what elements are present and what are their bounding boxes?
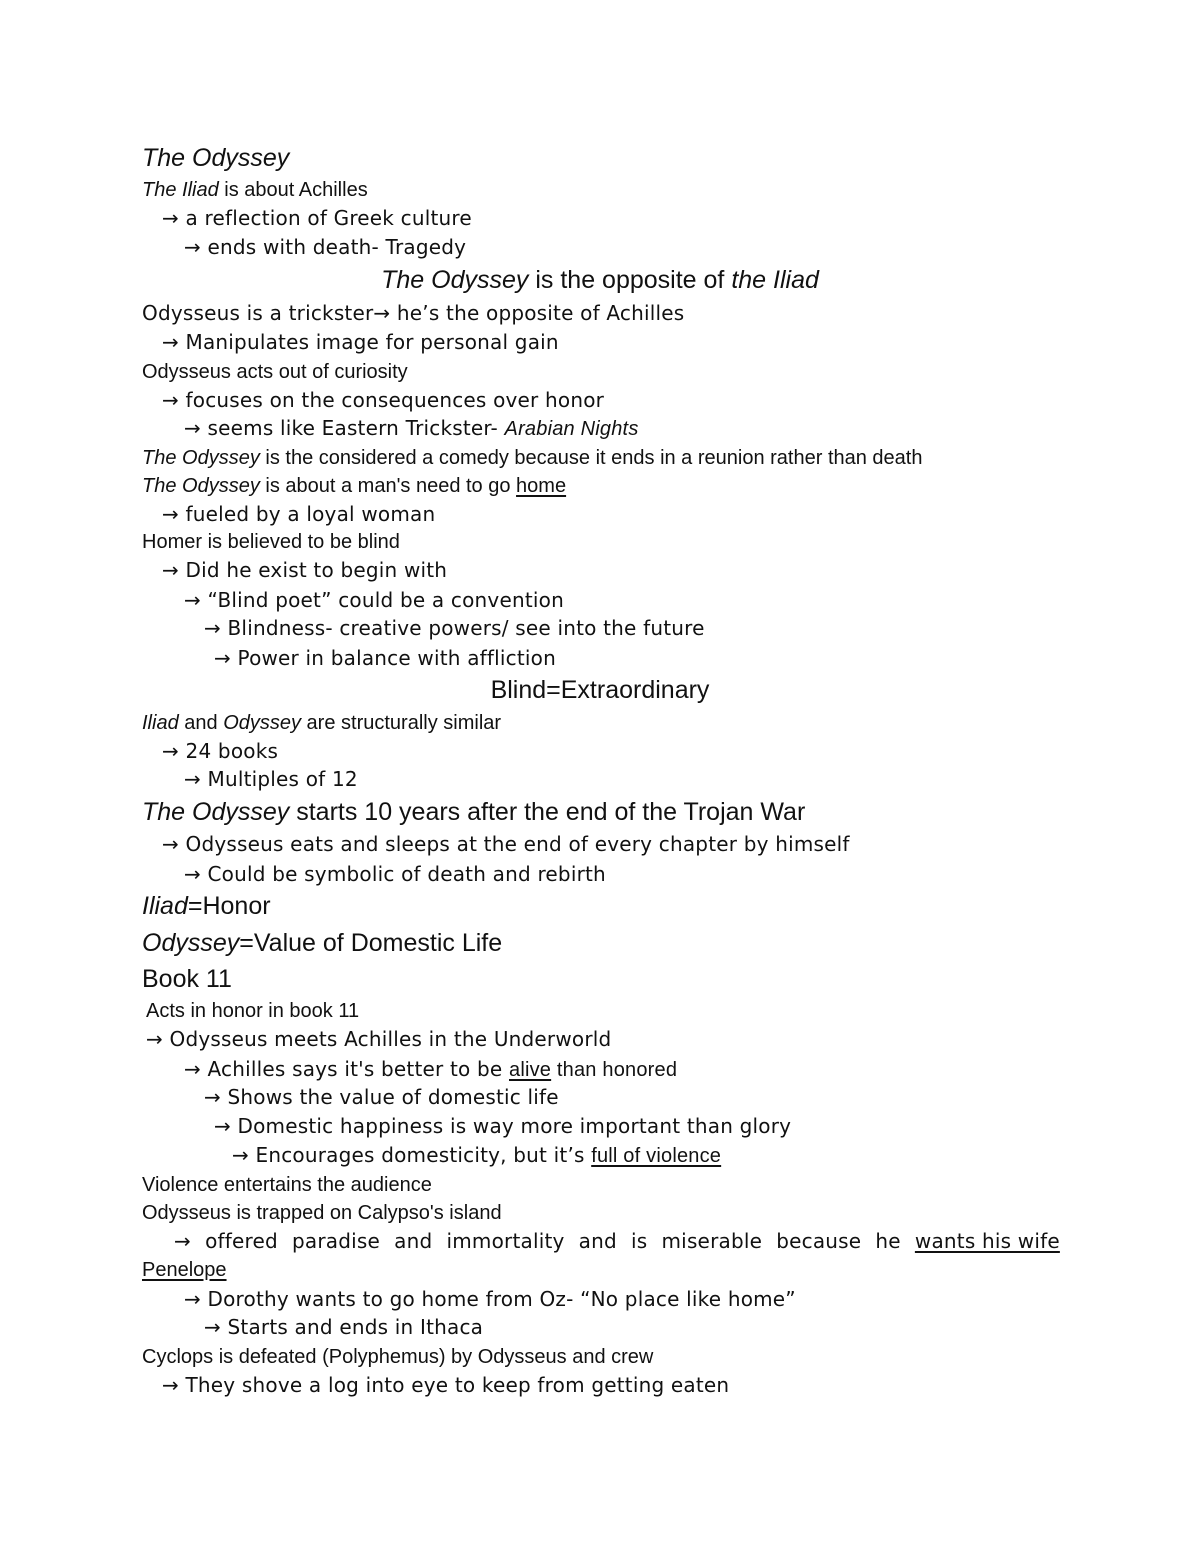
note-line: → Could be symbolic of death and rebirth xyxy=(184,862,606,886)
section-heading: Iliad=Honor xyxy=(142,892,271,920)
note-line-justified xyxy=(174,1229,1060,1253)
word: → xyxy=(174,1229,191,1253)
document-title: The Odyssey xyxy=(142,144,290,172)
word: he xyxy=(875,1229,901,1253)
word: paradise xyxy=(292,1229,381,1253)
note-line: → Multiples of 12 xyxy=(184,767,358,791)
note-line: → Blindness- creative powers/ see into the future xyxy=(204,616,705,640)
note-line: → fueled by a loyal woman xyxy=(162,502,436,526)
note-line: Odysseus acts out of curiosity xyxy=(142,361,408,383)
note-line: → They shove a log into eye to keep from getting eaten xyxy=(162,1373,730,1397)
note-line: → seems like Eastern Trickster- Arabian Nights xyxy=(184,416,639,440)
word: immortality xyxy=(446,1229,565,1253)
note-line: → Encourages domesticity, but it’s full of violence xyxy=(232,1143,722,1167)
note-line: The Odyssey is about a man's need to go home xyxy=(142,475,567,497)
note-line: Odysseus is a trickster→ he’s the opposite of Achilles xyxy=(142,301,685,325)
note-line: Acts in honor in book 11 xyxy=(146,1000,360,1022)
section-heading: The Odyssey starts 10 years after the end of the Trojan War xyxy=(142,798,806,826)
word: offered xyxy=(205,1229,278,1253)
word: and xyxy=(578,1229,617,1253)
note-line: Homer is believed to be blind xyxy=(142,531,400,553)
section-heading: Blind=Extraordinary xyxy=(490,676,710,704)
word: and xyxy=(394,1229,433,1253)
note-line: The Iliad is about Achilles xyxy=(142,179,368,201)
section-heading: Odyssey=Value of Domestic Life xyxy=(142,929,503,957)
note-line: Cyclops is defeated (Polyphemus) by Odysseus and crew xyxy=(142,1346,654,1368)
note-line: → focuses on the consequences over honor xyxy=(162,388,605,412)
note-line: → Manipulates image for personal gain xyxy=(162,330,559,354)
note-line: → Odysseus meets Achilles in the Underworld xyxy=(146,1027,612,1051)
note-line: Odysseus is trapped on Calypso's island xyxy=(142,1202,502,1224)
note-line: → Domestic happiness is way more important than glory xyxy=(214,1114,792,1138)
note-line: → Dorothy wants to go home from Oz- “No place like home” xyxy=(184,1287,796,1311)
underlined-phrase: wants his wife xyxy=(914,1229,1060,1253)
word: because xyxy=(776,1229,862,1253)
note-line: → “Blind poet” could be a convention xyxy=(184,588,564,612)
note-line: The Odyssey is the considered a comedy because it ends in a reunion rather than death xyxy=(142,447,923,469)
section-heading: The Odyssey is the opposite of the Iliad xyxy=(381,266,819,294)
note-line: → Did he exist to begin with xyxy=(162,558,448,582)
word: is xyxy=(631,1229,648,1253)
word: miserable xyxy=(661,1229,763,1253)
note-line: → Power in balance with affliction xyxy=(214,646,556,670)
note-line: → 24 books xyxy=(162,739,279,763)
note-line: Penelope xyxy=(142,1259,227,1281)
note-line: → Starts and ends in Ithaca xyxy=(204,1315,484,1339)
section-heading: Book 11 xyxy=(142,965,232,993)
note-line: Violence entertains the audience xyxy=(142,1174,432,1196)
note-line: → a reflection of Greek culture xyxy=(162,206,472,230)
note-line: → Odysseus eats and sleeps at the end of every chapter by himself xyxy=(162,832,850,856)
note-line: → Shows the value of domestic life xyxy=(204,1085,559,1109)
note-line: → Achilles says it's better to be alive than honored xyxy=(184,1057,678,1081)
note-line: Iliad and Odyssey are structurally similar xyxy=(142,712,502,734)
note-line: → ends with death- Tragedy xyxy=(184,235,467,259)
